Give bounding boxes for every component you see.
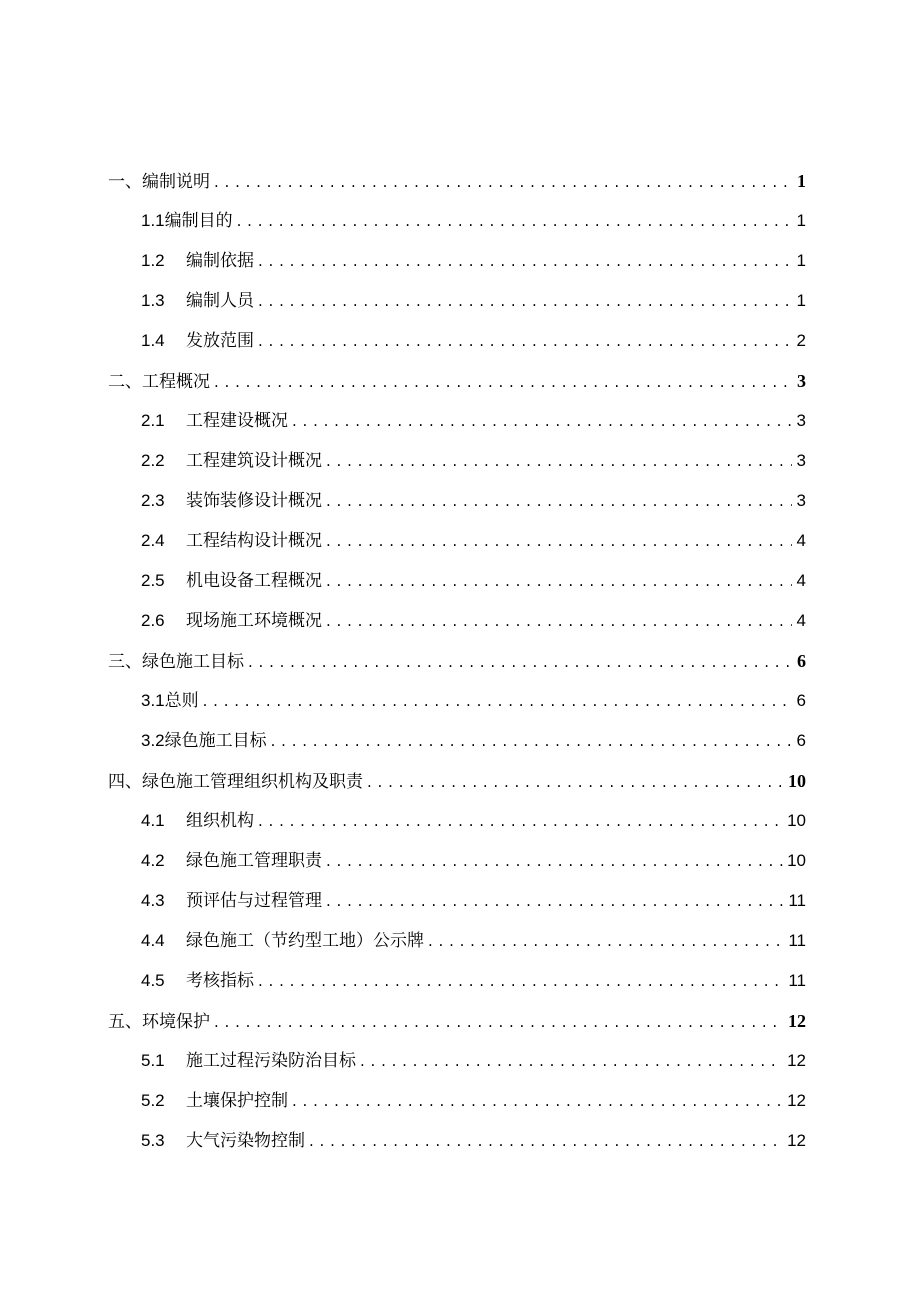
toc-entry-number: 4.4 bbox=[141, 931, 165, 950]
toc-entry-number: 1.2 bbox=[141, 251, 165, 270]
toc-section-entry[interactable] bbox=[0, 881, 806, 921]
toc-entry-title: 编制人员 bbox=[186, 291, 254, 311]
toc-chapter-entry[interactable] bbox=[0, 361, 806, 401]
toc-entry-title: 四、绿色施工管理组织机构及职责 bbox=[108, 772, 363, 792]
toc-chapter-entry[interactable] bbox=[0, 1001, 806, 1041]
toc-section-entry[interactable] bbox=[0, 681, 806, 721]
toc-entry-number: 2.6 bbox=[141, 611, 165, 630]
toc-entry-title: 绿色施工管理职责 bbox=[186, 851, 322, 871]
toc-entry-title: 发放范围 bbox=[186, 331, 254, 351]
toc-section-entry[interactable] bbox=[0, 721, 806, 761]
toc-entry-number: 2.5 bbox=[141, 571, 165, 590]
toc-entry-number: 1.4 bbox=[141, 331, 165, 350]
toc-entry-title: 工程结构设计概况 bbox=[186, 531, 322, 551]
toc-section-entry[interactable] bbox=[0, 1081, 806, 1121]
toc-dot-leader bbox=[326, 561, 792, 601]
toc-entry-number: 3.1 bbox=[141, 691, 165, 710]
toc-entry-page-number: 6 bbox=[797, 651, 806, 671]
toc-entry-page-number: 12 bbox=[787, 1051, 806, 1070]
toc-section-entry[interactable] bbox=[0, 921, 806, 961]
toc-dot-leader bbox=[326, 841, 783, 881]
toc-entry-page-number: 2 bbox=[796, 331, 806, 350]
toc-dot-leader bbox=[248, 642, 792, 682]
toc-dot-leader bbox=[292, 401, 792, 441]
toc-dot-leader bbox=[326, 601, 792, 641]
toc-entry-number: 2.1 bbox=[141, 411, 165, 430]
toc-entry-page-number: 11 bbox=[788, 891, 806, 910]
toc-entry-page-number: 3 bbox=[796, 491, 806, 510]
toc-section-entry[interactable] bbox=[0, 401, 806, 441]
toc-entry-title: 绿色施工目标 bbox=[164, 731, 267, 751]
toc-dot-leader bbox=[258, 321, 792, 361]
toc-dot-leader bbox=[360, 1041, 783, 1081]
toc-dot-leader bbox=[258, 801, 783, 841]
toc-entry-number: 2.4 bbox=[141, 531, 165, 550]
toc-entry-page-number: 11 bbox=[788, 971, 806, 990]
toc-entry-page-number: 12 bbox=[788, 1011, 806, 1031]
toc-section-entry[interactable] bbox=[0, 201, 806, 241]
toc-dot-leader bbox=[326, 481, 792, 521]
toc-entry-page-number: 10 bbox=[787, 851, 806, 870]
toc-entry-title: 装饰装修设计概况 bbox=[186, 491, 322, 511]
toc-entry-page-number: 11 bbox=[788, 931, 806, 950]
toc-entry-page-number: 1 bbox=[796, 251, 806, 270]
toc-entry-page-number: 12 bbox=[787, 1131, 806, 1150]
toc-entry-number: 5.2 bbox=[141, 1091, 165, 1110]
toc-section-entry[interactable] bbox=[0, 321, 806, 361]
toc-entry-number: 4.5 bbox=[141, 971, 165, 990]
toc-section-entry[interactable] bbox=[0, 841, 806, 881]
toc-dot-leader bbox=[203, 681, 792, 721]
toc-entry-page-number: 1 bbox=[796, 291, 806, 310]
toc-entry-page-number: 12 bbox=[787, 1091, 806, 1110]
toc-entry-page-number: 1 bbox=[796, 211, 806, 230]
toc-entry-number: 3.2 bbox=[141, 731, 165, 750]
toc-entry-title: 组织机构 bbox=[186, 811, 254, 831]
toc-dot-leader bbox=[214, 162, 792, 202]
toc-dot-leader bbox=[214, 362, 792, 402]
toc-section-entry[interactable] bbox=[0, 961, 806, 1001]
toc-entry-number: 5.3 bbox=[141, 1131, 165, 1150]
toc-section-entry[interactable] bbox=[0, 1041, 806, 1081]
toc-chapter-entry[interactable] bbox=[0, 761, 806, 801]
toc-entry-title: 五、环境保护 bbox=[108, 1012, 210, 1032]
toc-dot-leader bbox=[367, 762, 784, 802]
toc-entry-number: 1.3 bbox=[141, 291, 165, 310]
toc-dot-leader bbox=[292, 1081, 783, 1121]
toc-dot-leader bbox=[237, 201, 792, 241]
toc-entry-title: 编制依据 bbox=[186, 251, 254, 271]
toc-entry-title: 机电设备工程概况 bbox=[186, 571, 322, 591]
toc-entry-title: 编制目的 bbox=[164, 211, 233, 231]
toc-entry-title: 施工过程污染防治目标 bbox=[186, 1051, 356, 1071]
table-of-contents bbox=[0, 161, 920, 1161]
toc-entry-page-number: 4 bbox=[796, 571, 806, 590]
toc-dot-leader bbox=[428, 921, 784, 961]
toc-entry-title: 绿色施工（节约型工地）公示牌 bbox=[186, 931, 424, 951]
toc-section-entry[interactable] bbox=[0, 281, 806, 321]
toc-section-entry[interactable] bbox=[0, 441, 806, 481]
toc-dot-leader bbox=[258, 241, 792, 281]
toc-entry-number: 5.1 bbox=[141, 1051, 165, 1070]
toc-entry-title: 现场施工环境概况 bbox=[186, 611, 322, 631]
toc-entry-title: 大气污染物控制 bbox=[186, 1131, 305, 1151]
toc-entry-page-number: 6 bbox=[796, 731, 806, 750]
toc-section-entry[interactable] bbox=[0, 801, 806, 841]
toc-dot-leader bbox=[309, 1121, 783, 1161]
toc-entry-title: 一、编制说明 bbox=[108, 172, 210, 192]
toc-entry-page-number: 6 bbox=[796, 691, 806, 710]
toc-entry-number: 4.2 bbox=[141, 851, 165, 870]
toc-entry-number: 2.2 bbox=[141, 451, 165, 470]
toc-dot-leader bbox=[326, 441, 792, 481]
toc-entry-title: 土壤保护控制 bbox=[186, 1091, 288, 1111]
toc-entry-title: 总则 bbox=[164, 691, 199, 711]
toc-entry-page-number: 3 bbox=[796, 411, 806, 430]
toc-dot-leader bbox=[214, 1002, 784, 1042]
toc-dot-leader bbox=[258, 961, 784, 1001]
toc-section-entry[interactable] bbox=[0, 481, 806, 521]
toc-entry-title: 考核指标 bbox=[186, 971, 254, 991]
toc-dot-leader bbox=[326, 881, 784, 921]
toc-chapter-entry[interactable] bbox=[0, 161, 806, 201]
toc-section-entry[interactable] bbox=[0, 601, 806, 641]
toc-entry-page-number: 10 bbox=[788, 771, 806, 791]
toc-section-entry[interactable] bbox=[0, 1121, 806, 1161]
toc-entry-page-number: 4 bbox=[796, 611, 806, 630]
toc-entry-title: 工程建筑设计概况 bbox=[186, 451, 322, 471]
toc-entry-page-number: 3 bbox=[797, 371, 806, 391]
toc-entry-title: 预评估与过程管理 bbox=[186, 891, 322, 911]
toc-dot-leader bbox=[258, 281, 792, 321]
toc-entry-title: 工程建设概况 bbox=[186, 411, 288, 431]
toc-entry-number: 2.3 bbox=[141, 491, 165, 510]
toc-dot-leader bbox=[271, 721, 792, 761]
toc-entry-page-number: 1 bbox=[797, 171, 806, 191]
toc-entry-page-number: 4 bbox=[796, 531, 806, 550]
toc-entry-number: 1.1 bbox=[141, 211, 165, 230]
toc-entry-page-number: 3 bbox=[796, 451, 806, 470]
toc-section-entry[interactable] bbox=[0, 521, 806, 561]
toc-entry-title: 三、绿色施工目标 bbox=[108, 652, 244, 672]
toc-entry-title: 二、工程概况 bbox=[108, 372, 210, 392]
toc-chapter-entry[interactable] bbox=[0, 641, 806, 681]
toc-dot-leader bbox=[326, 521, 792, 561]
toc-section-entry[interactable] bbox=[0, 241, 806, 281]
toc-entry-number: 4.1 bbox=[141, 811, 165, 830]
toc-section-entry[interactable] bbox=[0, 561, 806, 601]
toc-entry-page-number: 10 bbox=[787, 811, 806, 830]
toc-entry-number: 4.3 bbox=[141, 891, 165, 910]
